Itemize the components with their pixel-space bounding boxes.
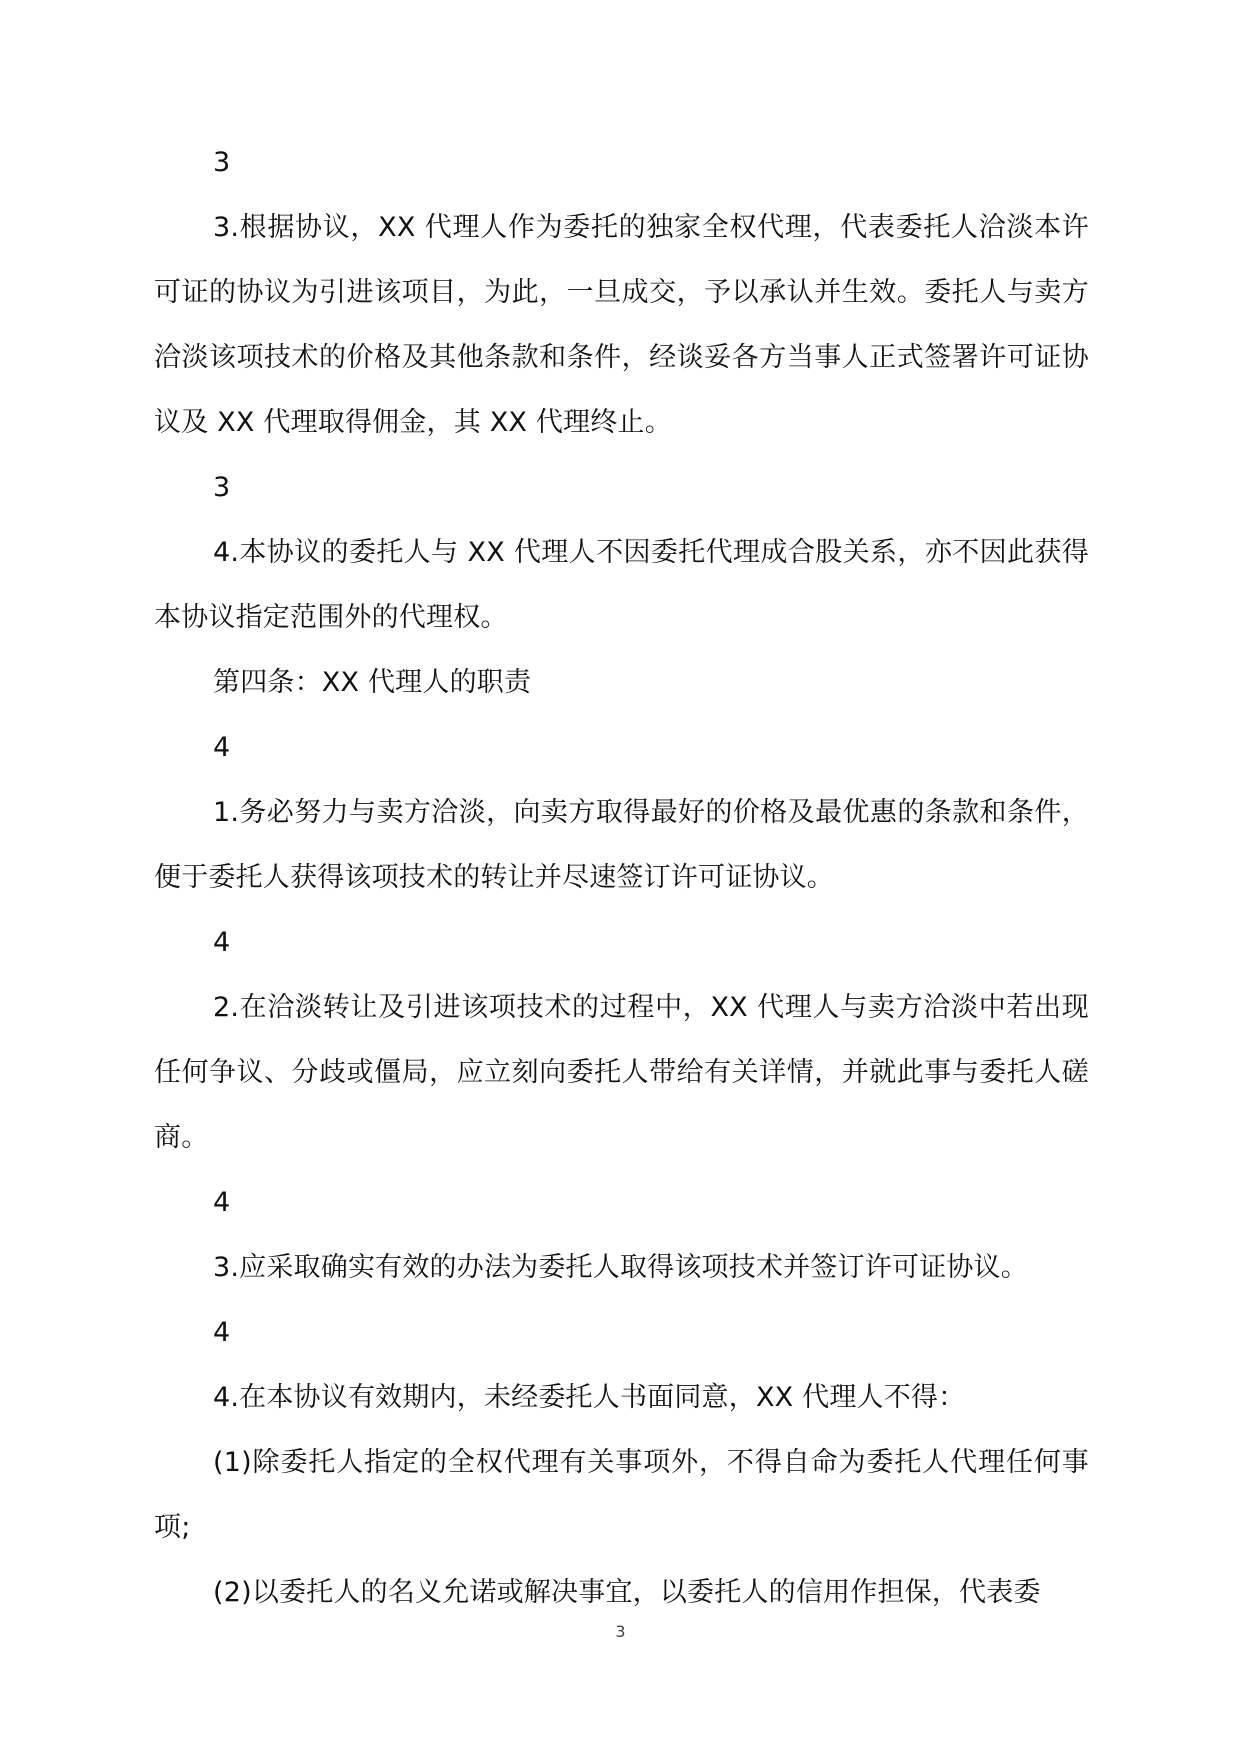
clause-4-4: 4.在本协议有效期内，未经委托人书面同意，XX 代理人不得： [213,1382,966,1413]
clause-4-1: 1.务必努力与卖方洽淡，向卖方取得最好的价格及最优惠的条款和条件，便于委托人获得该项技术的转让并尽速签订许可证协议。 [154,797,1089,893]
sub-item-1: (1)除委托人指定的全权代理有关事项外，不得自命为委托人代理任何事项; [154,1447,1089,1543]
clause-4-2: 2.在洽淡转让及引进该项技术的过程中，XX 代理人与卖方洽淡中若出现任何争议、分歧或僵局，应立刻向委托人带给有关详情，并就此事与委托人磋商。 [154,992,1089,1153]
section-number: 3 [213,147,231,178]
sub-item-2: (2)以委托人的名义允诺或解决事宜，以委托人的信用作担保，代表委 [213,1577,1041,1608]
section-number: 4 [213,1187,231,1218]
section-number: 4 [213,927,231,958]
section-number: 4 [213,1317,231,1348]
clause-3-4: 4.本协议的委托人与 XX 代理人不因委托代理成合股关系，亦不因此获得本协议指定范围外的代理权。 [154,537,1089,633]
clause-4-3: 3.应采取确实有效的办法为委托人取得该项技术并签订许可证协议。 [213,1252,1028,1283]
section-number: 4 [213,732,231,763]
article-4-heading: 第四条：XX 代理人的职责 [213,667,532,698]
clause-3-3: 3.根据协议，XX 代理人作为委托的独家全权代理，代表委托人洽淡本许可证的协议为引进该项目，为此，一旦成交，予以承认并生效。委托人与卖方洽淡该项技术的价格及其他条款和条件，经谈妥各方当事人正式签署许可证协议及 XX 代理取得佣金，其 XX 代理终止。 [154,212,1089,438]
document-body [154,130,1089,1625]
section-number: 3 [213,472,231,503]
page-number: 3 [615,1622,626,1641]
